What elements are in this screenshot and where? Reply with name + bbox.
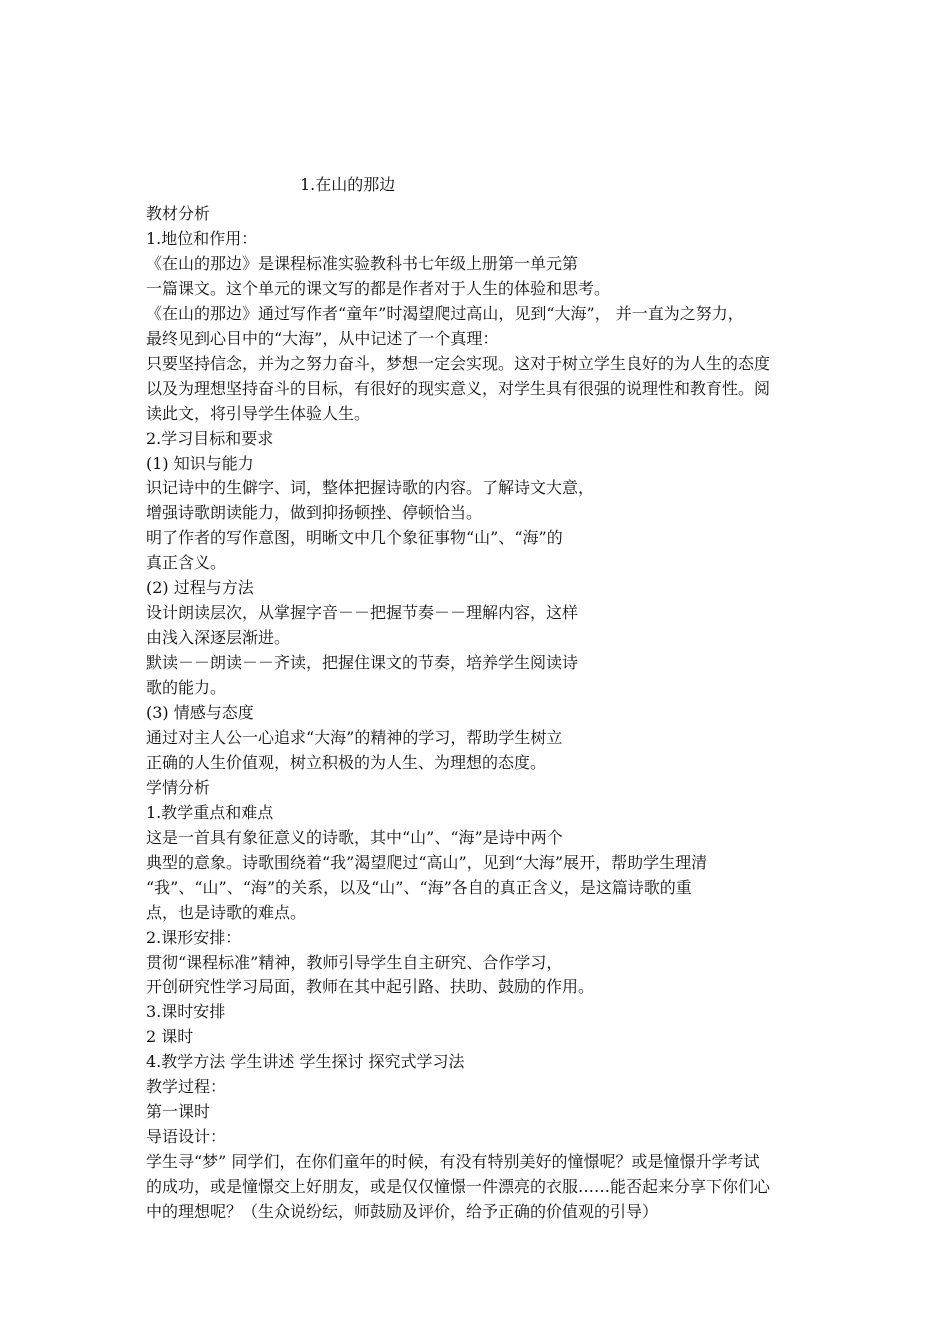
- text-line: 典型的意象。诗歌围绕着“我”渴望爬过“高山”，见到“大海”展开，帮助学生理清: [146, 853, 708, 872]
- text-line: 通过对主人公一心追求“大海”的精神的学习，帮助学生树立: [146, 728, 563, 747]
- text-line: 2 课时: [146, 1027, 194, 1046]
- text-line: 《在山的那边》是课程标准实验教科书七年级上册第一单元第: [146, 254, 579, 273]
- text-line: 只要坚持信念，并为之努力奋斗，梦想一定会实现。这对于树立学生良好的为人生的态度: [146, 354, 771, 373]
- text-line: 歌的能力。: [146, 678, 227, 697]
- text-line: 的成功，或是憧憬交上好朋友，或是仅仅憧憬一件漂亮的衣服……能否起来分享下你们心: [146, 1177, 771, 1196]
- text-line: 2.课形安排：: [146, 928, 242, 947]
- text-line: (1) 知识与能力: [146, 454, 254, 473]
- text-line: 导语设计：: [146, 1127, 227, 1146]
- text-line: 最终见到心目中的“大海”，从中记述了一个真理：: [146, 329, 499, 348]
- text-line: 这是一首具有象征意义的诗歌，其中“山”、“海”是诗中两个: [146, 828, 563, 847]
- text-line: 3.课时安排: [146, 1002, 226, 1021]
- text-line: 第一课时: [146, 1102, 211, 1121]
- text-line: 由浅入深逐层渐进。: [146, 628, 291, 647]
- text-line: 4.教学方法 学生讲述 学生探讨 探究式学习法: [146, 1052, 465, 1071]
- text-line: 正确的人生价值观，树立积极的为人生、为理想的态度。: [146, 753, 547, 772]
- text-line: 增强诗歌朗读能力，做到抑扬顿挫、停顿恰当。: [146, 503, 483, 522]
- text-line: 中的理想呢？（生众说纷纭，师鼓励及评价，给予正确的价值观的引导）: [146, 1202, 659, 1221]
- text-line: 明了作者的写作意图，明晰文中几个象征事物“山”、“海”的: [146, 528, 563, 547]
- text-line: 设计朗读层次，从掌握字音－－把握节奏－－理解内容，这样: [146, 603, 579, 622]
- text-line: 1.地位和作用：: [146, 229, 258, 248]
- text-line: 一篇课文。这个单元的课文写的都是作者对于人生的体验和思考。: [146, 279, 611, 298]
- text-line: 教材分析: [146, 204, 211, 223]
- text-line: 开创研究性学习局面，教师在其中起引路、扶助、鼓励的作用。: [146, 977, 595, 996]
- text-line: 2.学习目标和要求: [146, 429, 274, 448]
- text-line: 识记诗中的生僻字、词，整体把握诗歌的内容。了解诗文大意，: [146, 478, 595, 497]
- text-line: 《在山的那边》通过写作者“童年”时渴望爬过高山，见到“大海”， 并一直为之努力，: [146, 304, 744, 323]
- text-line: 教学过程：: [146, 1077, 227, 1096]
- text-line: “我”、“山”、“海”的关系，以及“山”、“海”各自的真正含义，是这篇诗歌的重: [146, 878, 692, 897]
- text-line: 学生寻“梦” 同学们，在你们童年的时候，有没有特别美好的憧憬呢？或是憧憬升学考试: [146, 1152, 760, 1171]
- text-line: 真正含义。: [146, 553, 227, 572]
- text-line: 默读－－朗读－－齐读，把握住课文的节奏，培养学生阅读诗: [146, 653, 579, 672]
- text-line: 贯彻“课程标准”精神，教师引导学生自主研究、合作学习，: [146, 953, 563, 972]
- text-line: 1.教学重点和难点: [146, 803, 274, 822]
- text-line: (2) 过程与方法: [146, 578, 254, 597]
- text-line: 学情分析: [146, 778, 211, 797]
- text-line: 读此文，将引导学生体验人生。: [146, 404, 371, 423]
- text-line: (3) 情感与态度: [146, 703, 254, 722]
- document-title: 1.在山的那边: [300, 175, 396, 194]
- text-line: 点，也是诗歌的难点。: [146, 903, 307, 922]
- text-line: 以及为理想坚持奋斗的目标，有很好的现实意义，对学生具有很强的说理性和教育性。阅: [146, 379, 771, 398]
